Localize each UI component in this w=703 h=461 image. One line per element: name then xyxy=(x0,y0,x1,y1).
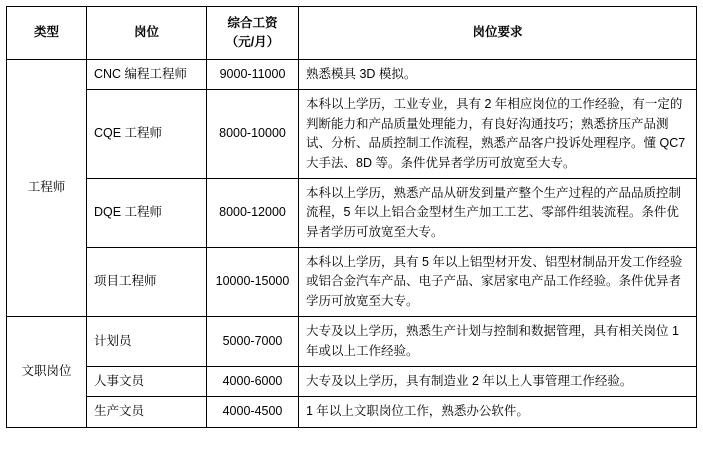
column-header-requirement xyxy=(299,7,697,60)
table-row xyxy=(7,90,697,179)
salary-range: 4000-6000 xyxy=(207,366,299,396)
column-header-type xyxy=(7,7,87,60)
post-name: 人事文员 xyxy=(87,366,207,396)
post-name: CNC 编程工程师 xyxy=(87,60,207,90)
table-row xyxy=(7,366,697,396)
table-row xyxy=(7,317,697,367)
job-requirement: 1 年以上文职岗位工作，熟悉办公软件。 xyxy=(299,397,697,427)
job-requirement: 本科以上学历，熟悉产品从研发到量产整个生产过程的产品品质控制流程，5 年以上铝合金型材生产加工工艺、零部件组装流程。条件优异者学历可放宽至大专。 xyxy=(299,178,697,247)
post-name: 生产文员 xyxy=(87,397,207,427)
job-requirement: 大专及以上学历，具有制造业 2 年以上人事管理工作经验。 xyxy=(299,366,697,396)
column-header-post-line1: 岗位 xyxy=(133,25,159,40)
salary-range: 9000-11000 xyxy=(207,60,299,90)
column-header-salary-line1: 综合工资 xyxy=(227,15,278,30)
salary-range: 8000-10000 xyxy=(207,90,299,179)
post-name: 计划员 xyxy=(87,317,207,367)
job-requirement: 熟悉模具 3D 模拟。 xyxy=(299,60,697,90)
post-name: 项目工程师 xyxy=(87,248,207,317)
table-row xyxy=(7,60,697,90)
group-type-clerical: 文职岗位 xyxy=(7,317,87,428)
salary-range: 4000-4500 xyxy=(207,397,299,427)
salary-range: 10000-15000 xyxy=(207,248,299,317)
group-type-engineer: 工程师 xyxy=(7,60,87,317)
table-header xyxy=(7,7,697,60)
job-requirement: 大专及以上学历，熟悉生产计划与控制和数据管理，具有相关岗位 1 年或以上工作经验。 xyxy=(299,317,697,367)
job-requirement: 本科以上学历，工业专业，具有 2 年相应岗位的工作经验，有一定的判断能力和产品质量处理能力，有良好沟通技巧；熟悉挤压产品测试、分析、品质控制工作流程，熟悉产品客户投诉处理程序。懂 QC7 大手法、8D 等。条件优异者学历可放宽至大专。 xyxy=(299,90,697,179)
salary-range: 8000-12000 xyxy=(207,178,299,247)
column-header-requirement-line1: 岗位要求 xyxy=(472,25,523,40)
table-row xyxy=(7,248,697,317)
post-name: CQE 工程师 xyxy=(87,90,207,179)
table-row xyxy=(7,397,697,427)
column-header-post xyxy=(87,7,207,60)
salary-range: 5000-7000 xyxy=(207,317,299,367)
table-body xyxy=(7,60,697,428)
job-requirements-table xyxy=(6,6,697,428)
column-header-salary xyxy=(207,7,299,60)
post-name: DQE 工程师 xyxy=(87,178,207,247)
job-requirement: 本科以上学历，具有 5 年以上铝型材开发、铝型材制品开发工作经验或铝合金汽车产品、电子产品、家居家电产品工作经验。条件优异者学历可放宽至大专。 xyxy=(299,248,697,317)
column-header-type-line1: 类型 xyxy=(33,25,59,40)
header-row xyxy=(7,7,697,60)
table-row xyxy=(7,178,697,247)
column-header-salary-line2: （元/月） xyxy=(225,35,280,49)
